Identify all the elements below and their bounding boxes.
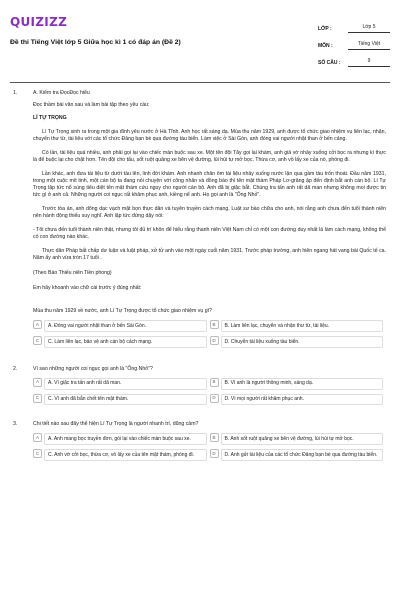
meta-row-class (318, 16, 390, 33)
answer-option-a[interactable] (33, 378, 210, 390)
option-letter-badge: A (33, 433, 42, 442)
option-text: C. Vì anh đã bắn chết tên mật thám. (44, 394, 207, 406)
header-divider (10, 82, 390, 83)
answer-option-d[interactable] (210, 449, 387, 461)
header-left (10, 10, 310, 70)
option-letter-badge: A (33, 378, 42, 387)
option-text: D. Vì mọi người rất khâm phục anh. (221, 394, 384, 406)
option-text: B. Anh sốt ruột quăng xe bên vệ đường, lúi húi tự mở bọc. (221, 433, 384, 445)
option-text: C. Làm liên lạc, bảo vệ anh cán bộ cách mạng. (44, 336, 207, 348)
meta-key: MÔN : (318, 43, 333, 50)
answer-option-c[interactable] (33, 336, 210, 348)
option-text: B. Làm liên lạc, chuyển và nhận thư từ, tài liệu. (221, 320, 384, 332)
answer-option-b[interactable] (210, 433, 387, 445)
answer-options (33, 378, 386, 410)
reading-paragraph: - Tôi chưa đến tuổi thành niên thật, nhưng tôi đủ trí khôn để hiểu rằng thanh niên Việt Nam chỉ có một con đường duy nhất là làm cách mạng, không thể có con đường nào khác. (33, 227, 386, 241)
answer-option-c[interactable] (33, 449, 210, 461)
answer-options (33, 433, 386, 465)
answer-options (33, 320, 386, 352)
instruction: Đọc thầm bài văn sau và làm bài tập theo yêu cầu: (33, 102, 150, 109)
option-letter-badge: B (210, 378, 219, 387)
answer-option-b[interactable] (210, 320, 387, 332)
option-letter-badge: C (33, 449, 42, 458)
answer-option-c[interactable] (33, 394, 210, 406)
reading-paragraph: Có lần, tài liệu quá nhiều, anh phải gọi lại vào chiếc màn buộc sau xe. Một tên đội Tây gọi lại khám, anh giả vờ nhảy xuống cởi bọc ra nhưng kì thực là để buộc lại cho chặt hơn. Tên đội cho tẩu, sốt ruột quăng xe bên vệ đường, lúi húi tự mở bọc. Thừa cơ, anh vồ lấy xe của nó, phóng đi. (33, 150, 386, 164)
reading-paragraph: Lần khác, anh đưa tài liệu từ dưới tàu lên, linh đời khám. Anh nhanh chân ôm tài liệu nhảy xuống nước lặn qua gầm tàu trốn thoát. Đầu năm 1931, trong một cuộc mít tinh, một cán bộ ta đang nói chuyện với công nhân và đồng bào thì tên mật thám Pháp Lơ-grăng ập đến định bắt anh cán bộ. Lí Tự Trọng lập tức nổ súng tiêu diệt tên mật thám cứu nguy cho người cán bộ. Anh đã bị giặc bắt. Chúng tra tấn anh rất dã man nhưng không moi được tin tức gì ở anh cả. Những người coi ngục rất khâm phục anh, kiềng nể anh. Họ gọi anh là "Ông Nhỏ". (33, 171, 386, 199)
meta-table (318, 16, 390, 70)
option-text: A. Anh mang bọc truyền đơn, gói lại vào chiếc màn buộc sau xe. (44, 433, 207, 445)
question-number: 3. (13, 421, 18, 428)
option-letter-badge: B (210, 433, 219, 442)
meta-row-subject (318, 33, 390, 50)
option-letter-badge: B (210, 320, 219, 329)
question-text: Vì sao những người coi ngục gọi anh là "Ông Nhỏ"? (33, 365, 153, 372)
question-body (33, 421, 390, 465)
question-body (33, 366, 390, 410)
question-2 (10, 366, 390, 410)
option-text: C. Anh vờ cởi bọc, thừa cơ, vồ lấy xe của tên mật thám, phóng đi. (44, 449, 207, 461)
option-text: B. Vì anh là người thông minh, sáng dạ. (221, 378, 384, 390)
answer-option-d[interactable] (210, 336, 387, 348)
reading-paragraph: Trước tòa án, anh dõng dạc vạch mặt bọn thực dân và tuyên truyền cách mạng. Luật sư bào chữa cho anh, nói rằng anh chưa đến tuổi thành niên nên hành động thiếu suy nghĩ. Anh lập tức đứng dậy nói: (33, 206, 386, 220)
meta-value: 9 (348, 58, 390, 67)
option-letter-badge: D (210, 449, 219, 458)
question-body (33, 90, 390, 352)
answer-option-d[interactable] (210, 394, 387, 406)
option-letter-badge: C (33, 336, 42, 345)
option-text: D. Anh gửi tài liệu của các tổ chức Đảng bạn bè qua đường tàu biển. (221, 449, 384, 461)
option-text: A. Đóng vai người nhặt than ở bến Sài Gòn. (44, 320, 207, 332)
question-1 (10, 90, 390, 352)
option-letter-badge: A (33, 320, 42, 329)
meta-row-question-count (318, 50, 390, 67)
header (10, 10, 390, 70)
question-number: 2. (13, 365, 18, 372)
answer-option-a[interactable] (33, 433, 210, 445)
question-3 (10, 421, 390, 465)
answer-prompt: Em hãy khoanh vào chữ cái trước ý đúng nhất: (33, 285, 142, 292)
document-title: Đề thi Tiếng Việt lớp 5 Giữa học kì 1 có đáp án (Đề 2) (10, 39, 181, 47)
meta-value: Tiếng Việt (348, 41, 390, 50)
option-letter-badge: D (210, 336, 219, 345)
meta-key: LỚP : (318, 26, 332, 33)
question-text: Chi tiết nào sau đây thể hiện Lí Tự Trọng là người nhanh trí, dũng cảm? (33, 421, 199, 428)
section-title: A. Kiểm tra ĐọcĐọc hiểu (33, 90, 90, 96)
quizizz-logo: QUIZIZZ (10, 15, 68, 29)
meta-value: Lớp 5 (348, 24, 390, 33)
reading-paragraph: Lí Tự Trọng sinh ra trong một gia đình yêu nước ở Hà Tĩnh. Anh học rất sáng dạ. Mùa thu năm 1929, anh được tổ chức giao nhiệm vụ liên lạc, nhận, chuyển thư từ, tài liệu với các tổ chức Đảng bạn bè qua đường tàu biển. Làm việc ở Sài Gòn, anh đóng vai người nhặt than ở bến cảng. (33, 129, 386, 143)
option-text: D. Chuyển tài liệu xuống tàu biển. (221, 336, 384, 348)
answer-option-b[interactable] (210, 378, 387, 390)
reading-title: LÍ TỰ TRỌNG (33, 115, 67, 122)
answer-option-a[interactable] (33, 320, 210, 332)
option-letter-badge: C (33, 394, 42, 403)
reading-source: (Theo Báo Thiếu niên Tiền phong) (33, 270, 112, 277)
meta-key: SỐ CÂU : (318, 60, 341, 67)
option-text: A. Vì giặc tra tấn anh rất dã man. (44, 378, 207, 390)
reading-paragraph: Thực dân Pháp bất chấp dư luận và luật pháp, xử tử anh vào một ngày cuối năm 1931. Trước pháp trường, anh hiên ngang hát vang bài Quốc tế ca. Năm ấy anh vừa tròn 17 tuổi . (33, 248, 386, 262)
option-letter-badge: D (210, 394, 219, 403)
question-text: Mùa thu năm 1929 về nước, anh Lí Tự Trọng được tổ chức giao nhiệm vụ gì? (33, 308, 212, 315)
question-number: 1. (13, 90, 18, 96)
